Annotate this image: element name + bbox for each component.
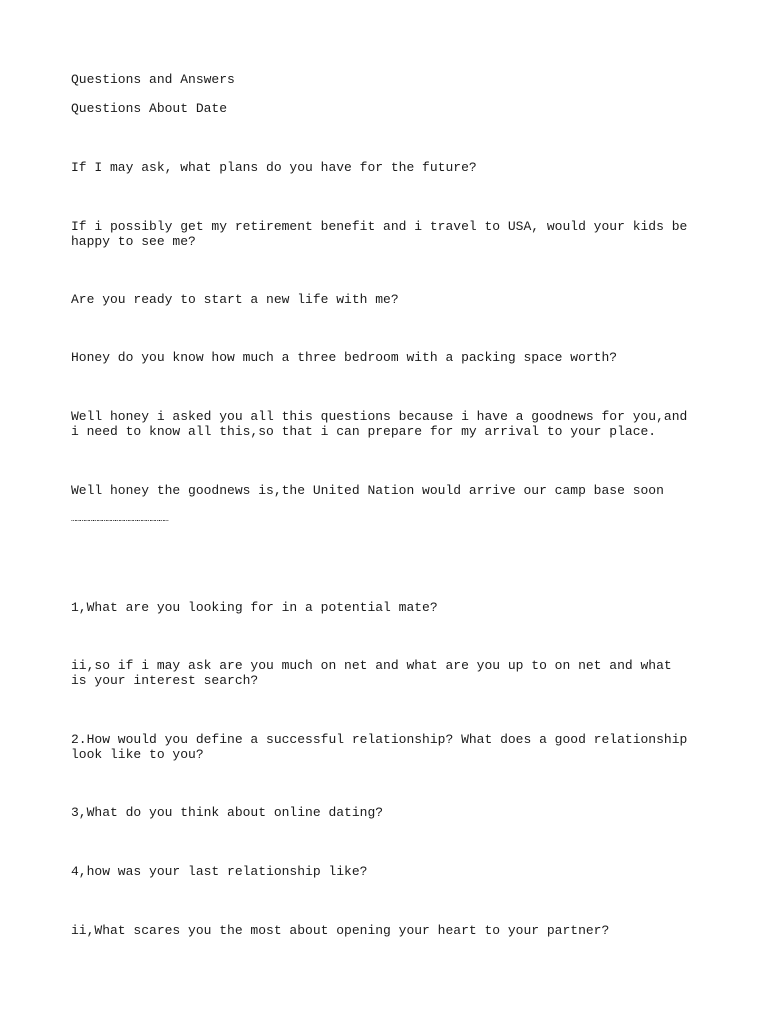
question-online-dating: 3,What do you think about online dating? <box>71 805 384 820</box>
question-opening-heart: ii,What scares you the most about opening your heart to your partner? <box>71 923 610 938</box>
paragraph-united-nation: Well honey the goodnews is,the United Nation would arrive our camp base soon <box>71 483 664 498</box>
document-heading: Questions and Answers <box>71 72 235 87</box>
question-future-plans: If I may ask, what plans do you have for the future? <box>71 160 477 175</box>
ellipsis-separator: ………………………………………………………… <box>71 514 168 524</box>
question-last-relationship: 4,how was your last relationship like? <box>71 864 368 879</box>
question-retirement-travel: If i possibly get my retirement benefit and i travel to USA, would your kids be happy to see me? <box>71 219 696 249</box>
document-subheading: Questions About Date <box>71 101 228 116</box>
paragraph-goodnews-reason: Well honey i asked you all this questions because i have a goodnews for you,and i need to know all this,so that i can prepare for my arrival to your place. <box>71 409 696 439</box>
question-potential-mate: 1,What are you looking for in a potential mate? <box>71 600 438 615</box>
question-successful-relationship: 2.How would you define a successful relationship? What does a good relationship look like to you? <box>71 732 696 762</box>
question-net-interest: ii,so if i may ask are you much on net and what are you up to on net and what is your interest search? <box>71 658 680 688</box>
question-three-bedroom: Honey do you know how much a three bedroom with a packing space worth? <box>71 350 618 365</box>
question-new-life: Are you ready to start a new life with me? <box>71 292 399 307</box>
